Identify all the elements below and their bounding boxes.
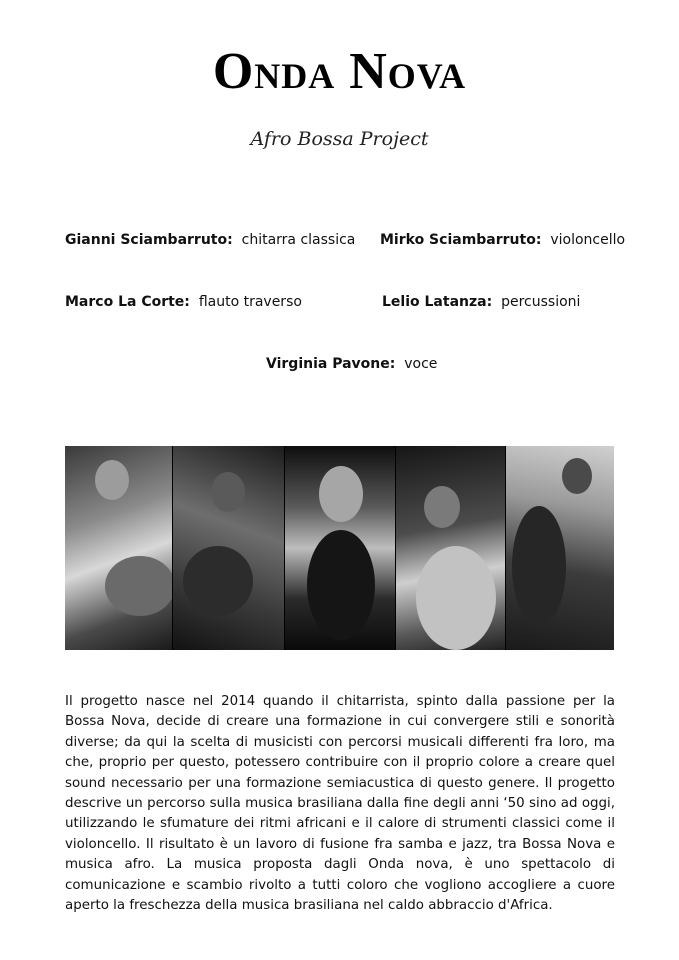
member-role: percussioni: [501, 294, 581, 310]
member-role: voce: [404, 356, 438, 372]
member-role: violoncello: [550, 232, 626, 248]
page-subtitle: Afro Bossa Project: [250, 128, 429, 150]
member-marco: [65, 294, 302, 310]
member-name: Gianni Sciambarruto:: [65, 232, 233, 248]
member-lelio: [382, 294, 580, 310]
member-virginia: [266, 356, 437, 372]
member-role: flauto traverso: [198, 294, 302, 310]
photo-guitarist: [173, 446, 284, 650]
member-name: Marco La Corte:: [65, 294, 190, 310]
photo-singer: [285, 446, 394, 650]
photo-percussionist: [65, 446, 172, 650]
member-name: Lelio Latanza:: [382, 294, 493, 310]
project-description: Il progetto nasce nel 2014 quando il chitarrista, spinto dalla passione per la Bossa Nova, decide di creare una formazione in cui convergere stili e sonorità diverse; da qui la scelta di musicisti con percorsi musicali differenti fra loro, ma che, proprio per questo, potessero contribuire con il proprio colore a creare quel sound necessario per una formazione semiacustica di questo genere. Il progetto descrive un percorso sulla musica brasiliana dalla fine degli anni ‘50 sino ad oggi, utilizzando le sfumature dei ritmi africani e il calore di strumenti classici come il violoncello. Il risultato è un lavoro di fusione fra samba e jazz, tra Bossa Nova e musica afro. La musica proposta dagli Onda nova, è uno spettacolo di comunicazione e scambio rivolto a tutti coloro che vogliono accogliere a cuore aperto la freschezza della musica brasiliana nel caldo abbraccio d'Africa.: [65, 694, 615, 914]
member-gianni: [65, 232, 355, 248]
page-title: Onda Nova: [212, 43, 467, 100]
member-mirko: [380, 232, 625, 248]
member-name: Virginia Pavone:: [266, 356, 396, 372]
band-photo-collage: [65, 446, 614, 650]
photo-flutist: [396, 446, 505, 650]
photo-cellist: [506, 446, 614, 650]
member-name: Mirko Sciambarruto:: [380, 232, 542, 248]
member-role: chitarra classica: [241, 232, 356, 248]
